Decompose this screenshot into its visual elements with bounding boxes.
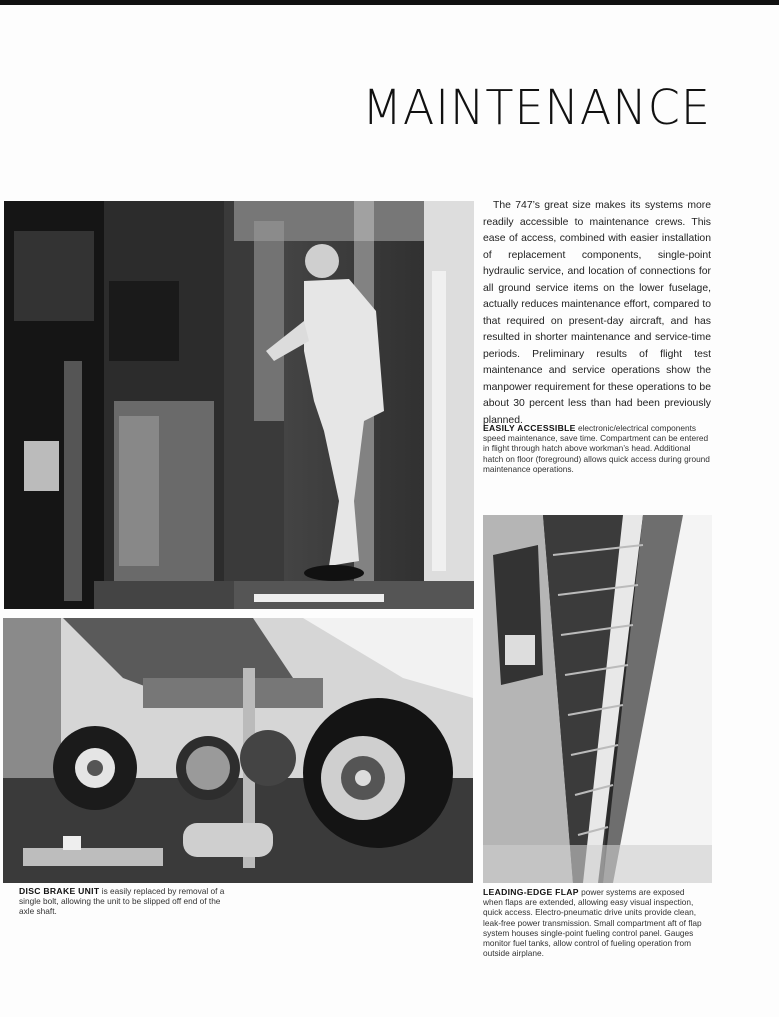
caption-text: electronic/electrical components speed maintenance, save time. Compartment can be entered in flight through hatch above workman’s head. Additional hatch on floor (foreground) allows quick access during ground maintenance operations. (483, 423, 710, 474)
top-edge-band (0, 0, 779, 5)
caption-text: is easily replaced by removal of a single bolt, allowing the unit to be slipped off end of the axle shaft. (19, 886, 225, 917)
page-title: MAINTENANCE (362, 78, 711, 136)
maintenance-body-text: The 747’s great size makes its systems more readily accessible to maintenance crews. This ease of access, combined with easier installation of replacement components, single-point hydraulic service, and location of connections for all ground service items on the lower fuselage, actually reduces maintenance effort, compared to that required on present-day aircraft, and has resulted in shorter maintenance and service-time periods. Preliminary results of flight test maintenance and service operations show the manpower requirement for these operations to be about 30 percent less than had been previously planned. (483, 200, 711, 426)
electronics-bay-photo (4, 201, 474, 609)
caption-text: power systems are exposed when flaps are extended, allowing easy visual inspection, quick access. Electro-pneumatic drive units provide clean, leak-free power transmission. Small compartment aft of flap system houses single-point fueling control panel. Gauges monitor fuel tanks, allow control of fueling operation from outside airplane. (483, 887, 702, 959)
landing-gear-photo (3, 618, 473, 883)
caption-disc-brake (19, 886, 229, 917)
caption-leading-edge-flap (483, 887, 705, 958)
caption-heading: EASILY ACCESSIBLE (483, 423, 576, 433)
leading-edge-flap-photo (483, 515, 712, 883)
caption-easily-accessible (483, 423, 711, 474)
caption-heading: DISC BRAKE UNIT (19, 886, 100, 896)
caption-heading: LEADING-EDGE FLAP (483, 887, 579, 897)
